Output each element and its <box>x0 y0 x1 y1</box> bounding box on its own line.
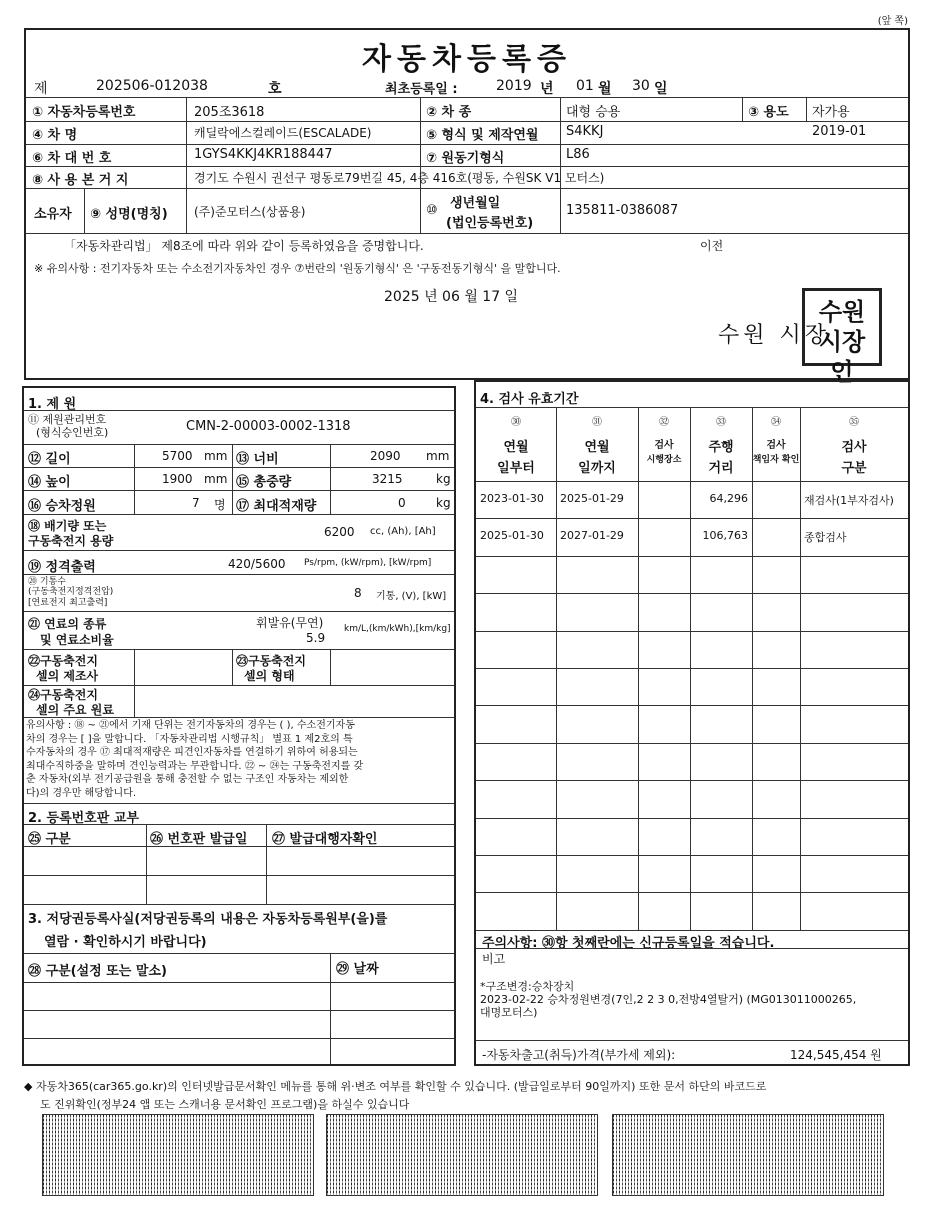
remark-line-2: 2023-02-22 승차정원변경(7인,2 2 3 0,전방4열탈거) (MG013011000265, <box>480 993 857 1006</box>
inspection-row-line <box>476 518 908 519</box>
model-date-value: 2019-01 <box>812 124 867 139</box>
inspection-cell-from: 2023-01-30 <box>480 492 544 505</box>
inspection-cell-to: 2025-01-29 <box>560 492 624 505</box>
inspection-cell-to: 2027-01-29 <box>560 529 624 542</box>
official-seal <box>802 288 882 386</box>
height-value: 1900 <box>162 472 193 486</box>
gross-weight-unit: kg <box>436 472 451 486</box>
owner-name-value: (주)준모터스(상품용) <box>194 205 306 219</box>
width-label: ⑬ 너비 <box>236 452 279 467</box>
remark-label: 비고 <box>482 952 506 966</box>
vehicle-name-value: 캐딜락에스컬레이드(ESCALADE) <box>194 126 372 140</box>
inspection-cell-km: 106,763 <box>702 529 748 542</box>
inspection-header-l2: 일부터 <box>497 461 535 476</box>
inspection-header-l2: 시행장소 <box>646 455 682 465</box>
inspection-header-l1: 연월 <box>584 440 610 455</box>
footer-line-2: 도 진위확인(정부24 앱 또는 스캐너용 문서확인 프로그램)을 하실수 있습니다 <box>40 1098 410 1111</box>
inspection-header-l2: 구분 <box>841 461 867 476</box>
plate-col-issue-date: ㉖ 번호판 발급일 <box>150 832 248 847</box>
inspection-header-l1: 검사 <box>766 440 786 451</box>
birth-value: 135811-0386087 <box>566 203 679 218</box>
first-reg-month: 01 <box>576 78 594 94</box>
battery-material-label-2: 셀의 주요 원료 <box>36 703 114 717</box>
inspection-row-line <box>476 556 908 557</box>
inspection-row-line <box>476 743 908 744</box>
birth-label-1: 생년월일 <box>450 196 501 211</box>
document-title: 자동차등록증 <box>362 42 572 77</box>
spec-note-line: 차의 경우는 [ ]을 말합니다. 「자동차관리법 시행규칙」 별표 1 제2호의 특 <box>26 733 353 745</box>
owner-name-label: ⑨ 성명(명칭) <box>90 207 168 222</box>
cylinder-label-3: [연료전지 최고출력] <box>28 598 108 608</box>
spec-note-line: 유의사항 : ⑱ ~ ㉑에서 기재 단위는 전기자동차의 경우는 ( ), 수소전기자동 <box>26 720 355 731</box>
owner-label: 소유자 <box>34 207 72 222</box>
inspection-cell-kind: 종합검사 <box>804 531 847 544</box>
use-value: 자가용 <box>812 105 850 120</box>
inspection-header-l1: 검사 <box>841 440 867 455</box>
max-load-label: ⑰ 최대적재량 <box>236 499 317 514</box>
power-unit: Ps/rpm, (kW/rpm), [kW/rpm] <box>304 558 432 568</box>
inspection-row-line <box>476 668 908 669</box>
inspection-row-line <box>476 593 908 594</box>
spec-note-line: 다)의 경우만 해당합니다. <box>26 787 137 799</box>
gross-weight-label: ⑮ 총중량 <box>236 475 292 490</box>
location-label: ⑧ 사 용 본 거 지 <box>32 173 129 188</box>
inspection-row-line <box>476 631 908 632</box>
seal-text: 수원시장인 <box>818 298 866 386</box>
first-reg-year: 2019 <box>496 78 532 94</box>
cylinder-label-1: ⑳ 기통수 <box>28 577 66 587</box>
use-label: ③ 용도 <box>748 105 789 120</box>
verification-barcode-2 <box>326 1114 598 1196</box>
first-reg-day-unit: 일 <box>654 81 668 97</box>
capacity-unit: 명 <box>214 498 226 512</box>
model-value: S4KKJ <box>566 124 604 139</box>
mgmt-label-1: ⑪ 제원관리번호 <box>28 413 107 426</box>
location-value: 경기도 수원시 권선구 평동로79번길 45, 4층 416호(평동, 수원SK V1 모터스) <box>194 171 605 185</box>
price-value: 124,545,454 원 <box>790 1048 882 1062</box>
max-load-unit: kg <box>436 496 451 510</box>
mortgage-title-1: 3. 저당권등록사실(저당권등록의 내용은 자동차등록원부(을)를 <box>28 912 388 927</box>
cylinder-value: 8 <box>354 586 362 600</box>
vehicle-name-label: ④ 차 명 <box>32 128 78 143</box>
inspection-header-n: ㉚ <box>511 417 521 428</box>
birth-label-2: (법인등록번호) <box>446 216 534 231</box>
inspection-row-line <box>476 892 908 893</box>
vehicle-type-label: ② 차 종 <box>426 105 472 120</box>
verification-barcode-1 <box>42 1114 314 1196</box>
inspection-title: 4. 검사 유효기간 <box>480 392 579 407</box>
width-unit: mm <box>426 449 450 463</box>
mortgage-col-date: ㉙ 날짜 <box>336 962 379 977</box>
fuel-label-1: ㉑ 연료의 종류 <box>28 617 107 631</box>
footer-line-1: ◆ 자동차365(car365.go.kr)의 인터넷발급문서확인 메뉴를 통해 위·변조 여부를 확인할 수 있습니다. (발급일로부터 90일까지) 또한 문서 하단의 바코드로 <box>24 1080 767 1093</box>
first-reg-label: 최초등록일 : <box>385 82 458 97</box>
spec-note-line: 최대수직하중을 말하며 견인능력과는 무관합니다. ㉒ ~ ㉔는 구동축전지를 갖 <box>26 760 364 772</box>
inspection-row-line <box>476 818 908 819</box>
battery-material-label-1: ㉔구동축전지 <box>28 688 98 702</box>
remark-line-3: 대명모터스) <box>480 1006 538 1019</box>
inspection-header-n: ㉝ <box>716 417 726 428</box>
spec-note-line: 수자동차의 경우 ⑰ 최대적재량은 피견인자동차를 연결하기 위하여 허용되는 <box>26 747 358 758</box>
inspection-header-l2: 거리 <box>708 461 734 476</box>
model-label: ⑤ 형식 및 제작연월 <box>426 128 539 143</box>
inspection-row-line <box>476 780 908 781</box>
transfer-note: 이전 <box>700 239 724 253</box>
inspection-cell-km: 64,296 <box>709 492 748 505</box>
length-value: 5700 <box>162 449 193 463</box>
spec-note-line: 춘 자동차(외부 전기공급원을 통해 충전할 수 없는 구조인 자동차는 제외한 <box>26 774 349 785</box>
birth-circled-no: ⑩ <box>426 203 438 218</box>
price-label: -자동차출고(취득)가격(부가세 제외): <box>482 1048 676 1062</box>
height-label: ⑭ 높이 <box>28 475 71 490</box>
mortgage-col-category: ㉘ 구분(설정 또는 말소) <box>28 964 167 979</box>
width-value: 2090 <box>370 449 401 463</box>
displacement-value: 6200 <box>324 525 355 539</box>
battery-shape-label-2: 셀의 형태 <box>244 669 295 683</box>
reg-no-label: ① 자동차등록번호 <box>32 105 136 120</box>
inspection-row-line <box>476 705 908 706</box>
inspection-box <box>474 380 910 1066</box>
first-reg-month-unit: 월 <box>598 81 612 97</box>
certification-statement: 「자동차관리법」 제8조에 따라 위와 같이 등록하였음을 증명합니다. <box>64 239 424 253</box>
cylinder-unit: 기통, (V), [kW] <box>376 591 447 602</box>
spec-notes <box>26 719 454 800</box>
mgmt-label-2: (형식승인번호) <box>36 426 109 439</box>
first-reg-year-unit: 년 <box>540 81 554 97</box>
plate-col-agent: ㉗ 발급대행자확인 <box>272 832 378 847</box>
vehicle-type-value: 대형 승용 <box>566 105 621 120</box>
capacity-label: ⑯ 승차정원 <box>28 499 96 514</box>
fuel-type-value: 휘발유(무연) <box>256 616 324 630</box>
plate-col-category: ㉕ 구분 <box>28 832 71 847</box>
capacity-value: 7 <box>192 496 200 510</box>
issuer: 수원 시장 <box>718 323 831 348</box>
mortgage-title-2: 열람 · 확인하시기 바랍니다) <box>44 935 207 950</box>
inspection-header-l2: 일까지 <box>578 461 616 476</box>
length-label: ⑫ 길이 <box>28 452 71 467</box>
verification-barcode-3 <box>612 1114 884 1196</box>
battery-shape-label-1: ㉓구동축전지 <box>236 654 306 668</box>
gross-weight-value: 3215 <box>372 472 403 486</box>
inspection-header-l1: 연월 <box>503 440 529 455</box>
issue-date: 2025 년 06 월 17 일 <box>384 289 519 305</box>
fuel-efficiency-value: 5.9 <box>306 631 326 645</box>
inspection-header-l1: 검사 <box>654 440 674 451</box>
power-label: ⑲ 정격출력 <box>28 560 96 575</box>
inspection-header-n: ㉜ <box>659 417 669 428</box>
displacement-label-1: ⑱ 배기량 또는 <box>28 519 107 533</box>
displacement-unit: cc, (Ah), [Ah] <box>370 526 436 537</box>
fuel-efficiency-unit: km/L,(km/kWh),[km/kg] <box>344 624 451 634</box>
page-side-note: (앞 쪽) <box>877 16 908 27</box>
vin-label: ⑥ 차 대 번 호 <box>32 151 112 166</box>
mgmt-value: CMN-2-00003-0002-1318 <box>186 419 351 434</box>
inspection-header-n: ㉛ <box>592 417 602 428</box>
inspection-header-n: ㉟ <box>849 417 859 428</box>
notice-text: ※ 유의사항 : 전기자동차 또는 수소전기자동차인 경우 ⑦번란의 '원동기형식' 은 '구동전동기형식' 을 말합니다. <box>34 262 561 275</box>
reg-no-value: 205조3618 <box>194 105 265 120</box>
plate-section-title: 2. 등록번호판 교부 <box>28 811 139 826</box>
cylinder-label-2: (구동축전지정격전압) <box>28 587 114 597</box>
inspection-header-l1: 주행 <box>708 440 734 455</box>
height-unit: mm <box>204 472 228 486</box>
power-value: 420/5600 <box>228 557 286 571</box>
inspection-cell-kind: 재검사(1부자검사) <box>804 494 894 507</box>
vin-value: 1GYS4KKJ4KR188447 <box>194 147 333 162</box>
inspection-header-n: ㉞ <box>771 417 781 428</box>
battery-maker-label-1: ㉒구동축전지 <box>28 654 98 668</box>
remark-line-1: *구조변경:승차장치 <box>480 980 575 993</box>
reg-no-prefix: 제 <box>34 81 48 97</box>
fuel-label-2: 및 연료소비율 <box>40 633 114 647</box>
inspection-caution: 주의사항: ㉚항 첫째란에는 신규등록일을 적습니다. <box>482 936 775 951</box>
first-reg-day: 30 <box>632 78 650 94</box>
engine-label: ⑦ 원동기형식 <box>426 151 505 166</box>
displacement-label-2: 구동축전지 용량 <box>28 534 114 548</box>
certificate-number-suffix: 호 <box>268 81 282 97</box>
engine-value: L86 <box>566 147 590 162</box>
spec-title: 1. 제 원 <box>28 397 77 412</box>
certificate-number: 202506-012038 <box>96 78 208 94</box>
battery-maker-label-2: 셀의 제조사 <box>36 669 99 683</box>
max-load-value: 0 <box>398 496 406 510</box>
inspection-header-l2: 책임자 확인 <box>752 455 800 465</box>
length-unit: mm <box>204 449 228 463</box>
inspection-cell-from: 2025-01-30 <box>480 529 544 542</box>
inspection-row-line <box>476 855 908 856</box>
